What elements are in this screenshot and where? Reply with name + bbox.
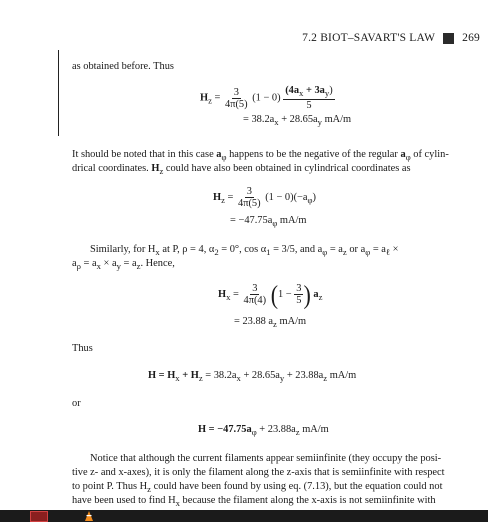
equation-5: $H = -47.75a_\varphi + 23.88a_z$ mA/m	[198, 424, 329, 438]
equation-4: $H = H_x + H_z = 38.2a_x + 28.65a_y + 23.88a_z$ mA/m	[148, 370, 357, 384]
header-square-icon	[443, 33, 454, 44]
text-line: Similarly, for $H_x$ at P, ρ = 4, $\alpha_2 = 0^\circ$, $\cos \alpha_1 = 3/5$, and $a_\varphi = a_z$ or $a_\varphi = a_\ell$ ×	[90, 244, 399, 258]
text-line: to point P. Thus $H_z$ could have been found by using eq. (7.13), but the equation could not	[72, 481, 443, 495]
text-line: as obtained before. Thus	[72, 61, 174, 72]
margin-rule	[58, 50, 59, 136]
text-line: drical coordinates. $H_z$ could have also been obtained in cylindrical coordinates as	[72, 163, 411, 177]
equation-3: $H_x$ = $\frac{3}{4\pi(4)}$ (1 − $\frac{3}{5}$ ) $a_z$	[218, 278, 323, 309]
text-line: Thus	[72, 343, 93, 354]
fraction: $\frac{3}{4\pi(4)}$	[243, 283, 267, 306]
fraction: $\frac{3}{4\pi(5)}$	[238, 186, 261, 209]
equation-2: $H_z$ = $\frac{3}{4\pi(5)}$ $(1 - 0)(-a_\varphi)$	[213, 186, 316, 209]
pdf-app-icon[interactable]	[30, 511, 48, 522]
text-line: It should be noted that in this case $a_\varphi$ happens to be the negative of the regular $a_\varphi$ of cylin-	[72, 149, 449, 163]
equation-1-result: = $38.2a_x + 28.65a_y$ mA/m	[243, 114, 352, 128]
running-header	[302, 28, 480, 48]
text-line: have been used to find $H_x$ because the filament along the x-axis is not semiinfinite with	[72, 495, 436, 509]
page-number: 269	[462, 32, 480, 44]
equation-3-result: = 23.88 $a_z$ mA/m	[234, 316, 307, 330]
equation-2-result: = $-47.75a_\varphi$ mA/m	[230, 215, 307, 229]
text-line: $a_\rho = a_x \times a_y = a_z$. Hence,	[72, 258, 175, 272]
fraction: $\frac{3}{4\pi(5)}$	[225, 86, 248, 110]
vlc-cone-icon[interactable]	[84, 511, 94, 522]
fraction: $\frac{3}{5}$	[296, 283, 302, 306]
text-line: Notice that although the current filaments appear semiinfinite (they occupy the posi-	[90, 453, 442, 464]
equation-1: $H_z$ = $\frac{3}{4\pi(5)}$ (1 − 0) $\frac{(4a_x + 3a_y)}{5}$	[200, 85, 333, 112]
text-line: tive z- and x-axes), it is only the filament along the z-axis that is semiinfinite with respect	[72, 467, 445, 478]
section-title: 7.2 BIOT–SAVART'S LAW	[302, 32, 436, 44]
taskbar	[0, 510, 488, 522]
fraction: $\frac{(4a_x + 3a_y)}{5}$	[285, 85, 333, 112]
text-line: or	[72, 398, 81, 409]
